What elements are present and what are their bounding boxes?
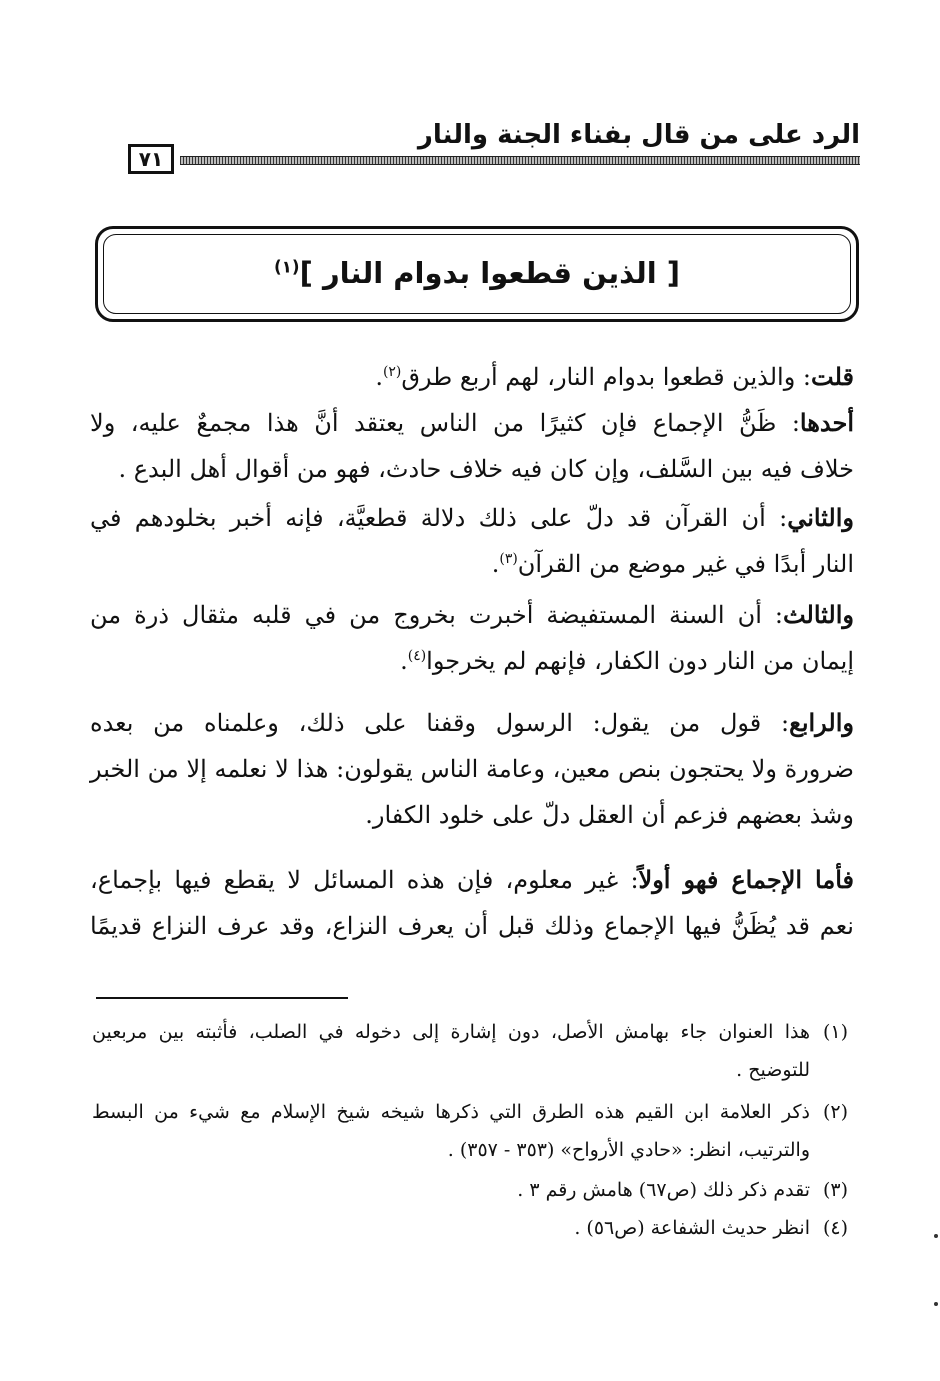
section-title-box	[95, 226, 859, 322]
paragraph-5-line-1	[90, 705, 854, 741]
running-title: الرد على من قال بفناء الجنة والنار	[417, 120, 860, 150]
punctuation: .	[491, 550, 500, 578]
paragraph-4-line-2	[90, 643, 854, 679]
footnote-separator	[96, 997, 348, 999]
paragraph-label: قلت	[811, 362, 854, 391]
footnote-text: تقدم ذكر ذلك (ص٦٧) هامش رقم ٣ .	[517, 1179, 810, 1201]
footnote-number: (٤)	[822, 1217, 848, 1239]
header-rule	[180, 156, 860, 165]
paragraph-2-line-2: خلاف فيه بين السَّلف، وإن كان فيه خلاف حادث، فهو من أقوال أهل البدع .	[118, 455, 854, 483]
paragraph-text: النار أبدًا في غير موضع من القرآن	[517, 550, 854, 578]
footnote-2-line-1	[92, 1098, 848, 1126]
paragraph-label: والثالث	[782, 600, 854, 629]
paragraph-5-line-3: وشذ بعضهم فزعم أن العقل دلّ على خلود الكفار.	[365, 801, 854, 829]
footnote-ref: (٢)	[382, 364, 402, 380]
footnote-3	[92, 1176, 848, 1204]
footnote-1-line-2: للتوضيح .	[736, 1059, 810, 1081]
footnote-number: (٣)	[822, 1179, 848, 1201]
paragraph-1-line-1	[90, 359, 854, 395]
paragraph-3-line-1	[90, 500, 854, 536]
paragraph-text: : غير معلوم، فإن هذه المسائل لا يقطع فيها بإجماع،	[90, 866, 639, 894]
paragraph-text: : ظَنُّ الإجماع فإن كثيرًا من الناس يعتقد أنَّ هذا مجمعٌ عليه، ولا	[90, 409, 800, 437]
footnote-ref: (٤)	[407, 648, 427, 664]
footnote-text: ذكر العلامة ابن القيم هذه الطرق التي ذكرها شيخه شيخ الإسلام مع شيء من البسط	[92, 1101, 810, 1123]
punctuation: .	[375, 363, 383, 391]
footnote-text: انظر حديث الشفاعة (ص٥٦) .	[574, 1217, 810, 1239]
paragraph-text: : أن السنة المستفيضة أخبرت بخروج من في قلبه مثقال ذرة من	[90, 601, 783, 629]
paragraph-label: والثاني	[787, 503, 854, 532]
paragraph-text: : والذين قطعوا بدوام النار، لهم أربع طرق	[401, 363, 812, 391]
paragraph-label: أحدها	[799, 408, 854, 437]
paragraph-text: : قول من يقول: الرسول وقفنا على ذلك، وعلمناه من بعده	[90, 709, 790, 737]
section-title-text: [ الذين قطعوا بدوام النار ]	[299, 256, 681, 290]
paragraph-text: : أن القرآن قد دلّ على ذلك دلالة قطعيَّة، فإنه أخبر بخلودهم في	[90, 504, 788, 532]
scan-speck	[934, 1234, 938, 1238]
section-title-note-ref: (١)	[273, 256, 300, 277]
footnote-ref: (٣)	[499, 551, 518, 567]
paragraph-label: والرابع	[789, 708, 854, 737]
paragraph-6-line-1	[90, 862, 854, 898]
footnote-1-line-1	[92, 1018, 848, 1046]
footnote-number: (٢)	[822, 1101, 848, 1123]
footnote-number: (١)	[822, 1021, 848, 1043]
paragraph-label: فأما الإجماع فهو أولاً	[638, 865, 854, 894]
paragraph-2-line-1	[90, 405, 854, 441]
paragraph-5-line-2: ضرورة ولا يحتجون بنص معين، وعامة الناس يقولون: هذا لا نعلمه إلا من الخبر	[90, 755, 854, 783]
paragraph-6-line-2: نعم قد يُظَنُّ فيها الإجماع وذلك قبل أن يعرف النزاع، وقد عرف النزاع قديمًا	[90, 912, 854, 940]
paragraph-3-line-2	[90, 546, 854, 582]
paragraph-text: إيمان من النار دون الكفار، فإنهم لم يخرجوا	[426, 647, 854, 675]
section-title	[98, 229, 856, 319]
page-number: ٧١	[128, 144, 174, 174]
footnote-2-line-2: والترتيب، انظر: «حادي الأرواح» (٣٥٣ - ٣٥٧) .	[447, 1139, 810, 1161]
punctuation: .	[400, 647, 408, 675]
footnote-text: هذا العنوان جاء بهامش الأصل، دون إشارة إلى دخوله في الصلب، فأثبته بين مربعين	[92, 1021, 810, 1043]
scan-speck	[934, 1302, 938, 1306]
paragraph-4-line-1	[90, 597, 854, 633]
footnote-4	[92, 1214, 848, 1242]
